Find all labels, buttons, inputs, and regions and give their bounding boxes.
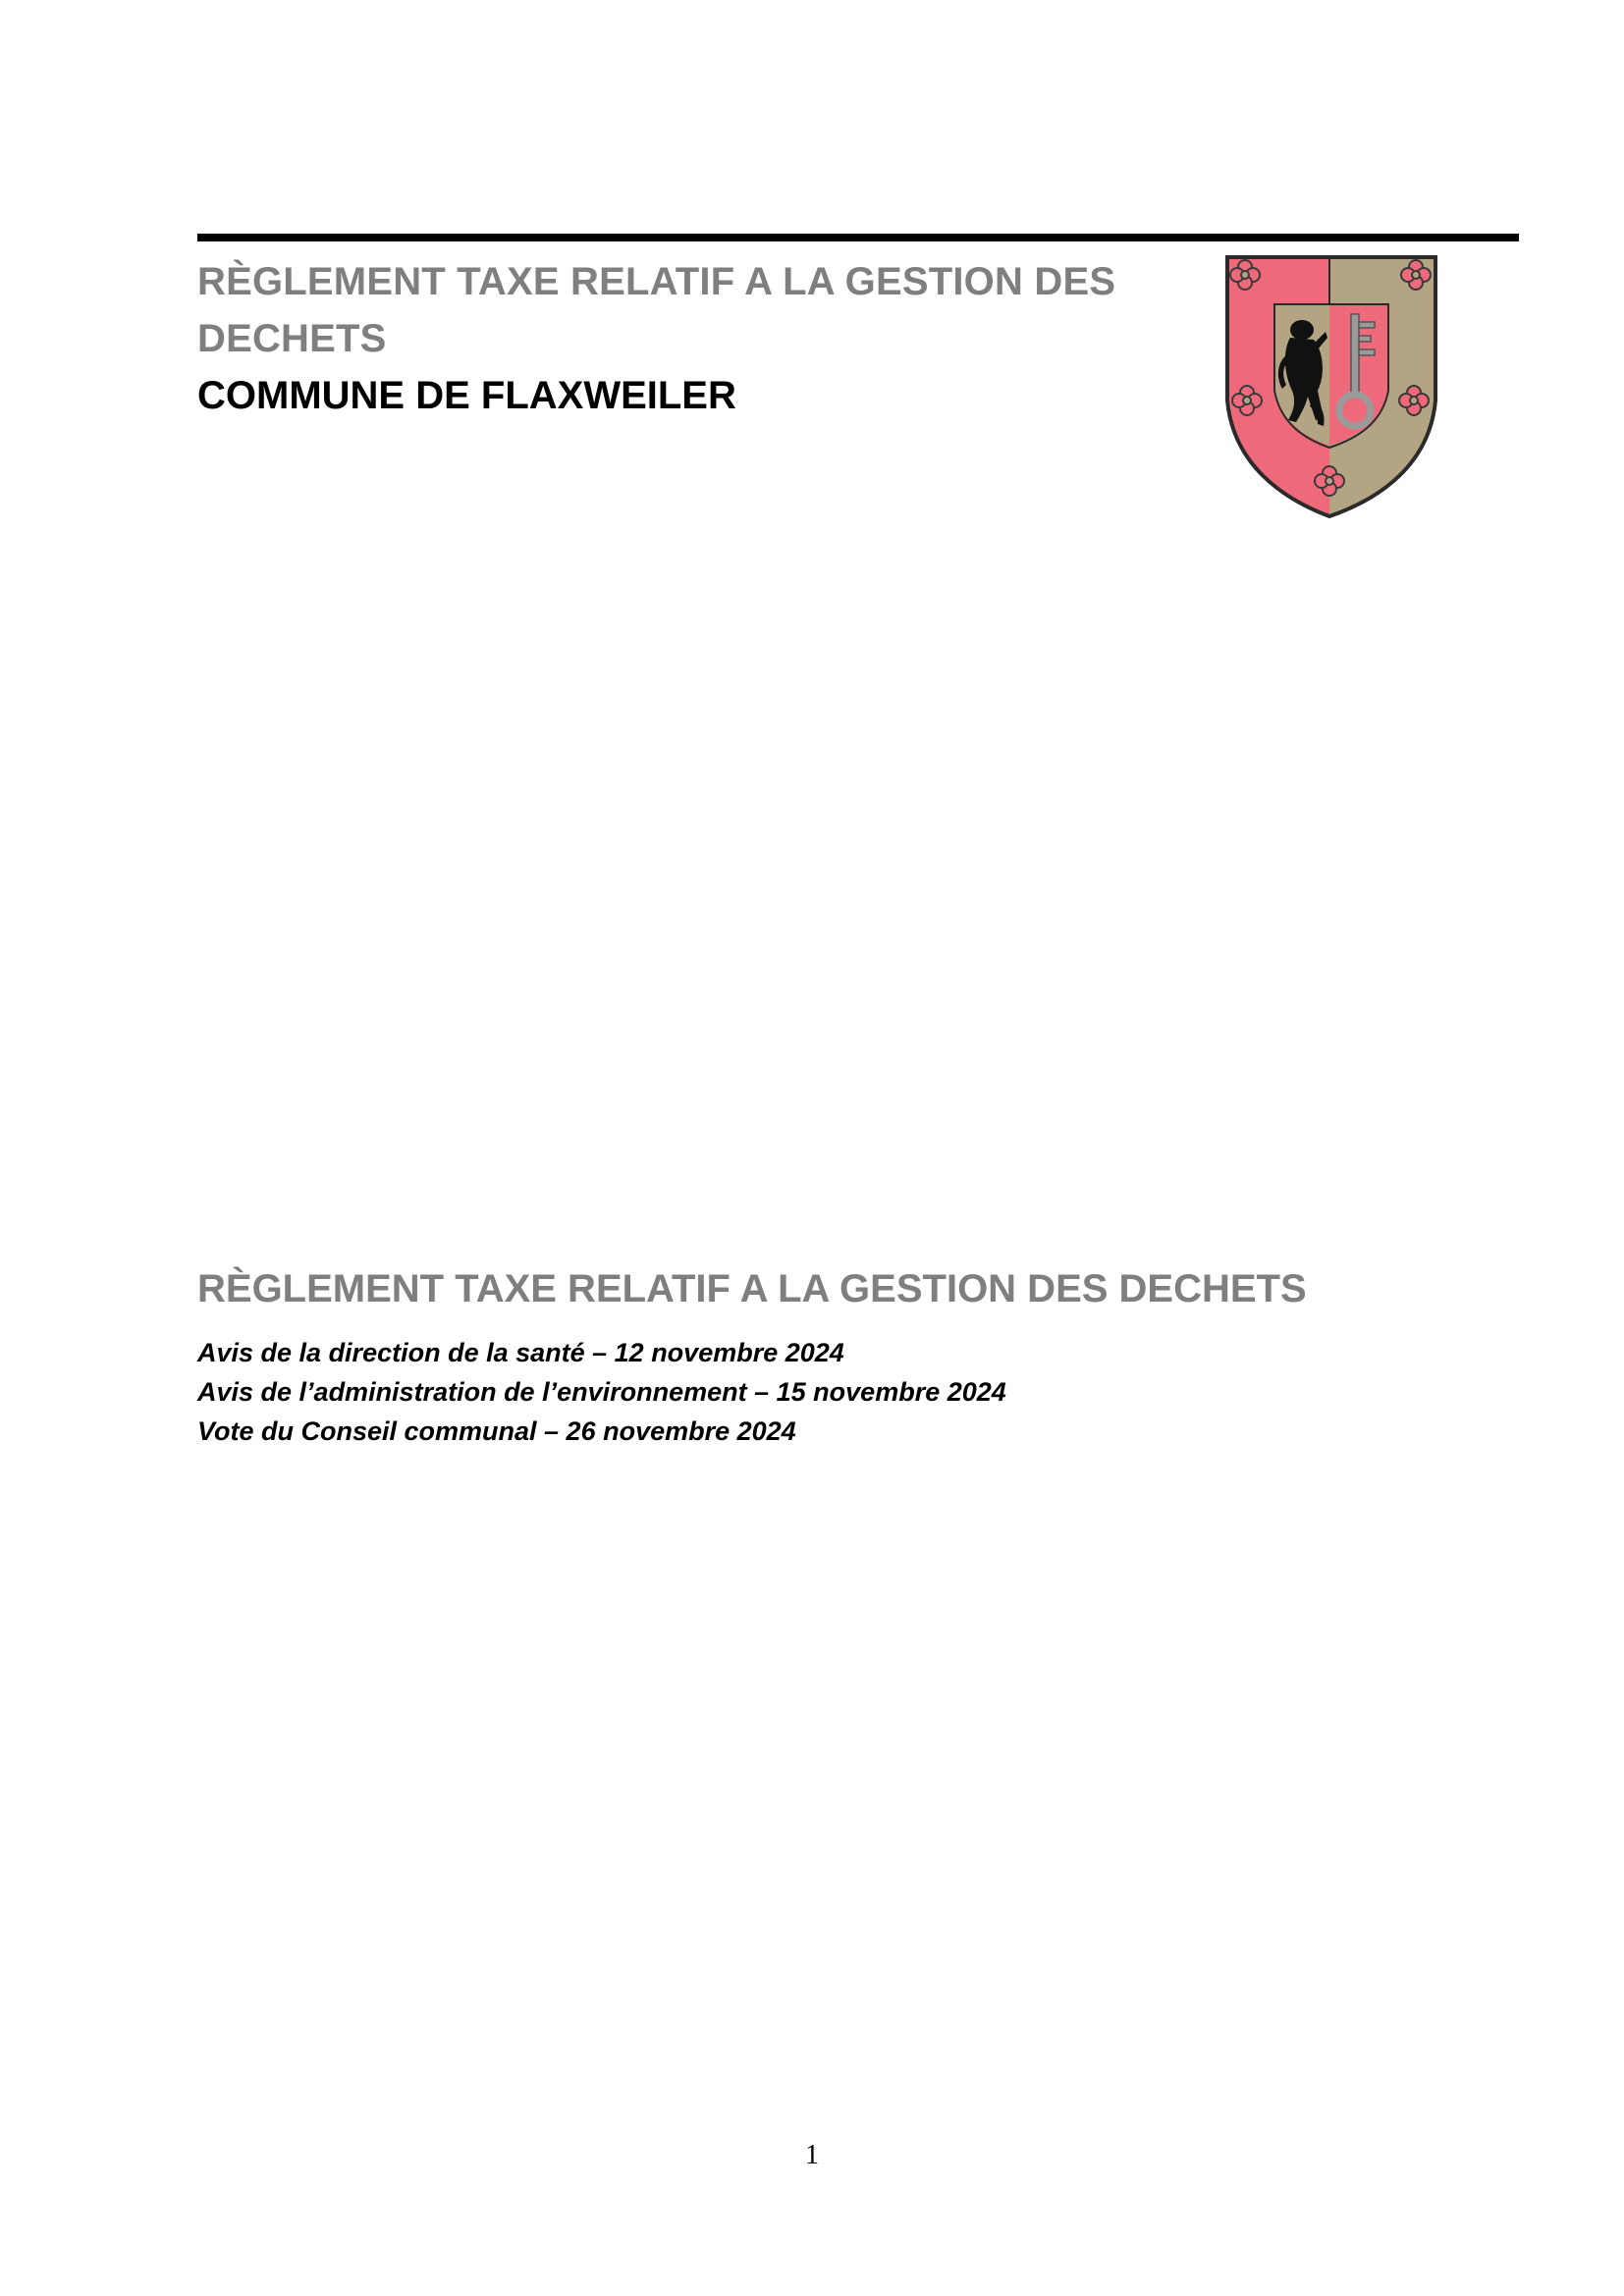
page-number: 1: [805, 2140, 819, 2170]
section-title: RÈGLEMENT TAXE RELATIF A LA GESTION DES DECHETS: [197, 1267, 1307, 1310]
approval-note-environment: Avis de l’administration de l’environnement – 15 novembre 2024: [197, 1377, 1006, 1407]
approval-notes-list: [197, 1333, 1006, 1451]
approval-note-council-vote: Vote du Conseil communal – 26 novembre 2024: [197, 1416, 796, 1446]
document-title: RÈGLEMENT TAXE RELATIF A LA GESTION DES DECHETS: [197, 260, 1116, 360]
coat-of-arms-icon: [1223, 253, 1439, 520]
approval-note-health: Avis de la direction de la santé – 12 novembre 2024: [197, 1338, 844, 1367]
commune-name: COMMUNE DE FLAXWEILER: [197, 374, 736, 417]
header-rule: [197, 234, 1519, 241]
